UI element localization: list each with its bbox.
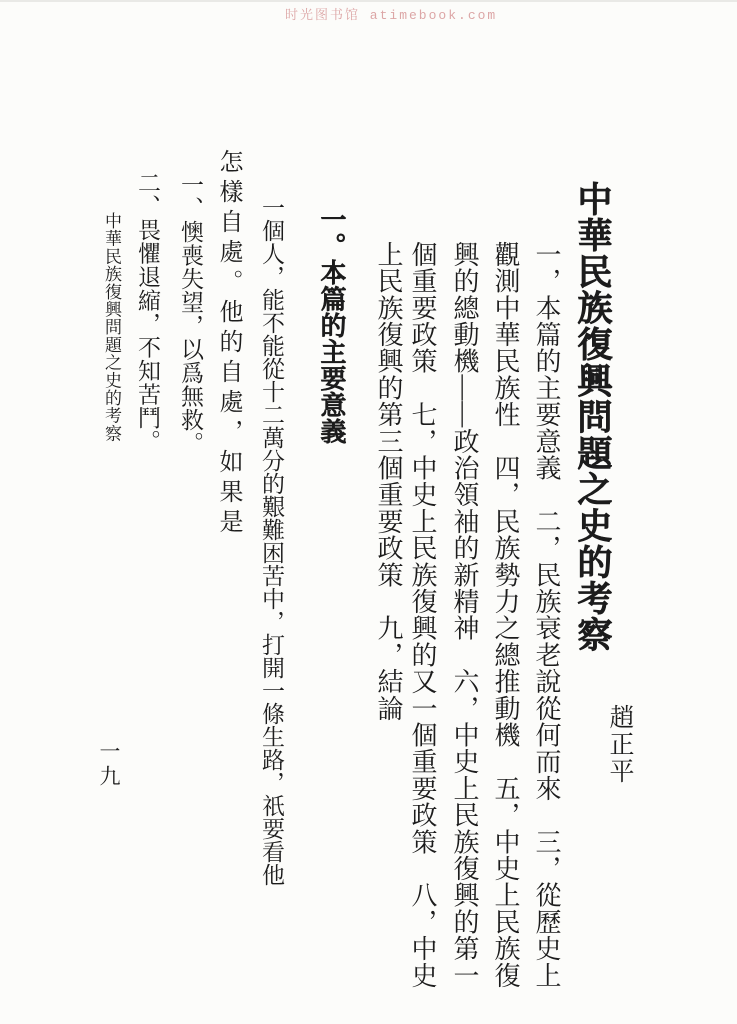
book-title: 中華民族復興問題之史的考察	[573, 181, 612, 653]
toc-line: 觀測中華民族性 四，民族勢力之總推動機 五，中史上民族復	[491, 241, 520, 989]
library-watermark: 时光图书馆 atimebook.com	[285, 8, 498, 23]
body-text-line: 一個人，能不能從十二萬分的艱難困苦中，打開一條生路，祇要看他	[259, 196, 284, 886]
body-text-line: 二、畏懼退縮，不知苦鬥。	[135, 171, 160, 453]
body-text-line: 怎樣自處。他的自處，如果是	[215, 149, 241, 539]
margin-running-title: 中華民族復興問題之史的考察	[102, 212, 121, 443]
page-number: 一九	[97, 740, 121, 790]
toc-line: 個重要政策 七，中史上民族復興的又一個重要政策 八，中史	[408, 241, 437, 989]
scan-edge-artifact	[0, 0, 737, 2]
toc-line: 一，本篇的主要意義 二，民族衰老說從何而來 三，從歷史上	[532, 241, 561, 989]
toc-line: 上民族復興的第三個重要政策 九，結論	[374, 241, 403, 722]
toc-line: 興的總動機——政治領袖的新精神 六，中史上民族復興的第一	[450, 241, 479, 989]
body-text-line: 一、懊喪失望，以爲無救。	[178, 173, 203, 455]
author-name: 趙正平	[606, 704, 633, 785]
section-heading: 一。本篇的主要意義	[317, 206, 346, 445]
